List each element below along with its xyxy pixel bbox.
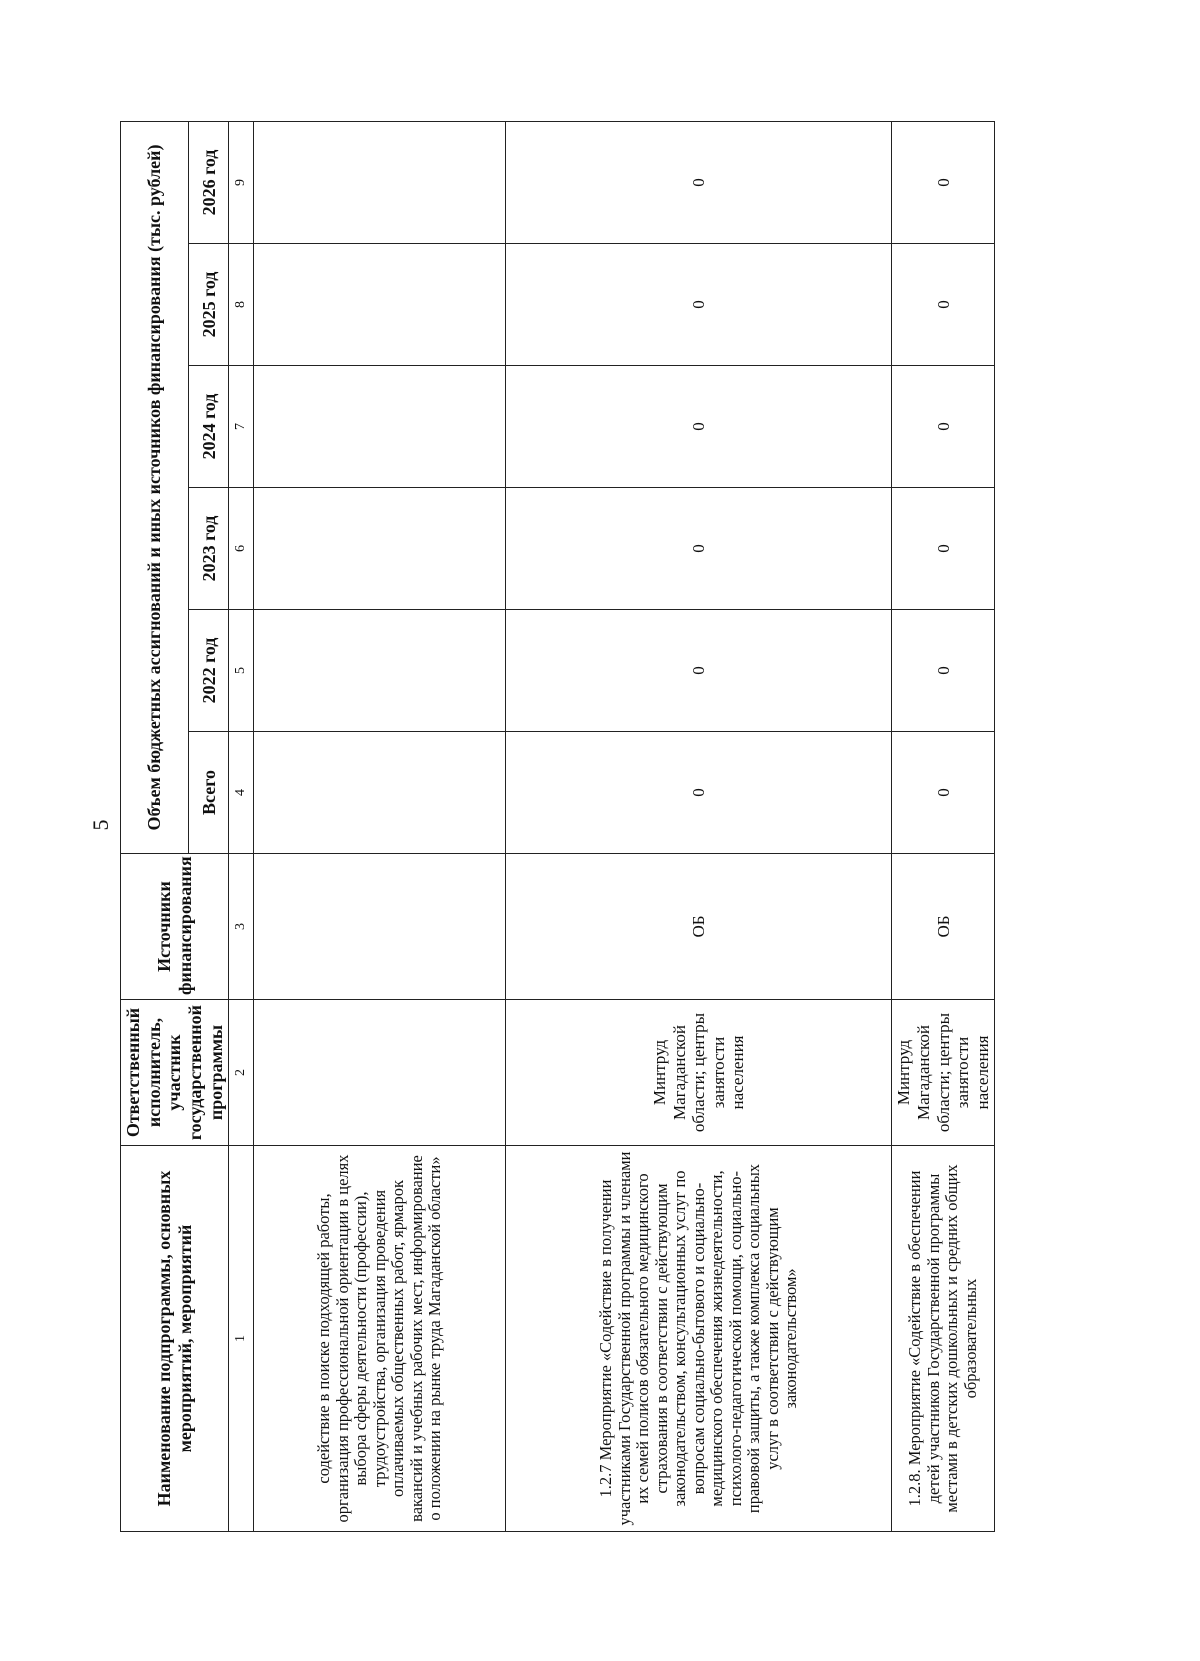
row-value xyxy=(254,366,506,488)
row-value: 0 xyxy=(892,488,995,610)
header-year-2025: 2025 год xyxy=(189,244,229,366)
row-value: 0 xyxy=(506,610,892,732)
financing-table xyxy=(120,121,995,1532)
column-number: 3 xyxy=(229,854,254,1000)
row-name: 1.2.8. Мероприятие «Содействие в обеспечении детей участников Государственной программы местами в детских дошкольных и средних общих образовательных xyxy=(892,1146,995,1532)
row-executor: Минтруд Магаданской области; центры занятости населения xyxy=(506,1000,892,1146)
row-value: 0 xyxy=(892,610,995,732)
header-year-2024: 2024 год xyxy=(189,366,229,488)
column-number: 2 xyxy=(229,1000,254,1146)
row-executor xyxy=(254,1000,506,1146)
header-year-total: Всего xyxy=(189,732,229,854)
row-value: 0 xyxy=(506,244,892,366)
row-value: 0 xyxy=(892,122,995,244)
row-value: 0 xyxy=(892,366,995,488)
row-source xyxy=(254,854,506,1000)
row-name: содействие в поиске подходящей работы, организация профессиональной ориентации в целях выбора сферы деятельности (профессии), трудоустройства, организация проведения оплачиваемых общественных работ, ярмарок вакансий и учебных рабочих мест, информирование о положении на рынке труда Магаданской области» xyxy=(254,1146,506,1532)
column-number: 9 xyxy=(229,122,254,244)
column-number: 4 xyxy=(229,732,254,854)
table-row xyxy=(506,122,892,1532)
table-row xyxy=(254,122,506,1532)
row-value xyxy=(254,122,506,244)
row-value xyxy=(254,488,506,610)
row-value xyxy=(254,610,506,732)
row-value: 0 xyxy=(506,122,892,244)
row-source: ОБ xyxy=(506,854,892,1000)
header-year-2023: 2023 год xyxy=(189,488,229,610)
header-sources: Источники финансирования xyxy=(121,854,229,1000)
column-number: 1 xyxy=(229,1146,254,1532)
header-year-2022: 2022 год xyxy=(189,610,229,732)
table-row xyxy=(892,122,995,1532)
row-value xyxy=(254,732,506,854)
row-source: ОБ xyxy=(892,854,995,1000)
row-value xyxy=(254,244,506,366)
row-value: 0 xyxy=(506,732,892,854)
row-value: 0 xyxy=(506,488,892,610)
page-number: 5 xyxy=(88,819,113,831)
header-year-2026: 2026 год xyxy=(189,122,229,244)
column-number: 8 xyxy=(229,244,254,366)
column-number: 7 xyxy=(229,366,254,488)
row-name: 1.2.7 Мероприятие «Содействие в получении участниками Государственной программы и членами их семей полисов обязательного медицинского страхования в соответствии с действующим законодательством, консультационных услуг по вопросам социально-бытового и социально-медицинского обеспечения жизнедеятельности, психолого-педагогической помощи, социально-правовой защиты, а также комплекса социальных услуг в соответствии с действующим законодательством» xyxy=(506,1146,892,1532)
column-number: 5 xyxy=(229,610,254,732)
header-name: Наименование подпрограммы, основных мероприятий, мероприятий xyxy=(121,1146,229,1532)
header-volume: Объем бюджетных ассигнований и иных источников финансирования (тыс. рублей) xyxy=(121,122,189,854)
header-executor: Ответственный исполнитель, участник государственной программы xyxy=(121,1000,229,1146)
row-executor: Минтруд Магаданской области; центры занятости населения xyxy=(892,1000,995,1146)
row-value: 0 xyxy=(892,244,995,366)
row-value: 0 xyxy=(892,732,995,854)
financing-table-rotated xyxy=(120,122,992,1532)
column-number: 6 xyxy=(229,488,254,610)
row-value: 0 xyxy=(506,366,892,488)
